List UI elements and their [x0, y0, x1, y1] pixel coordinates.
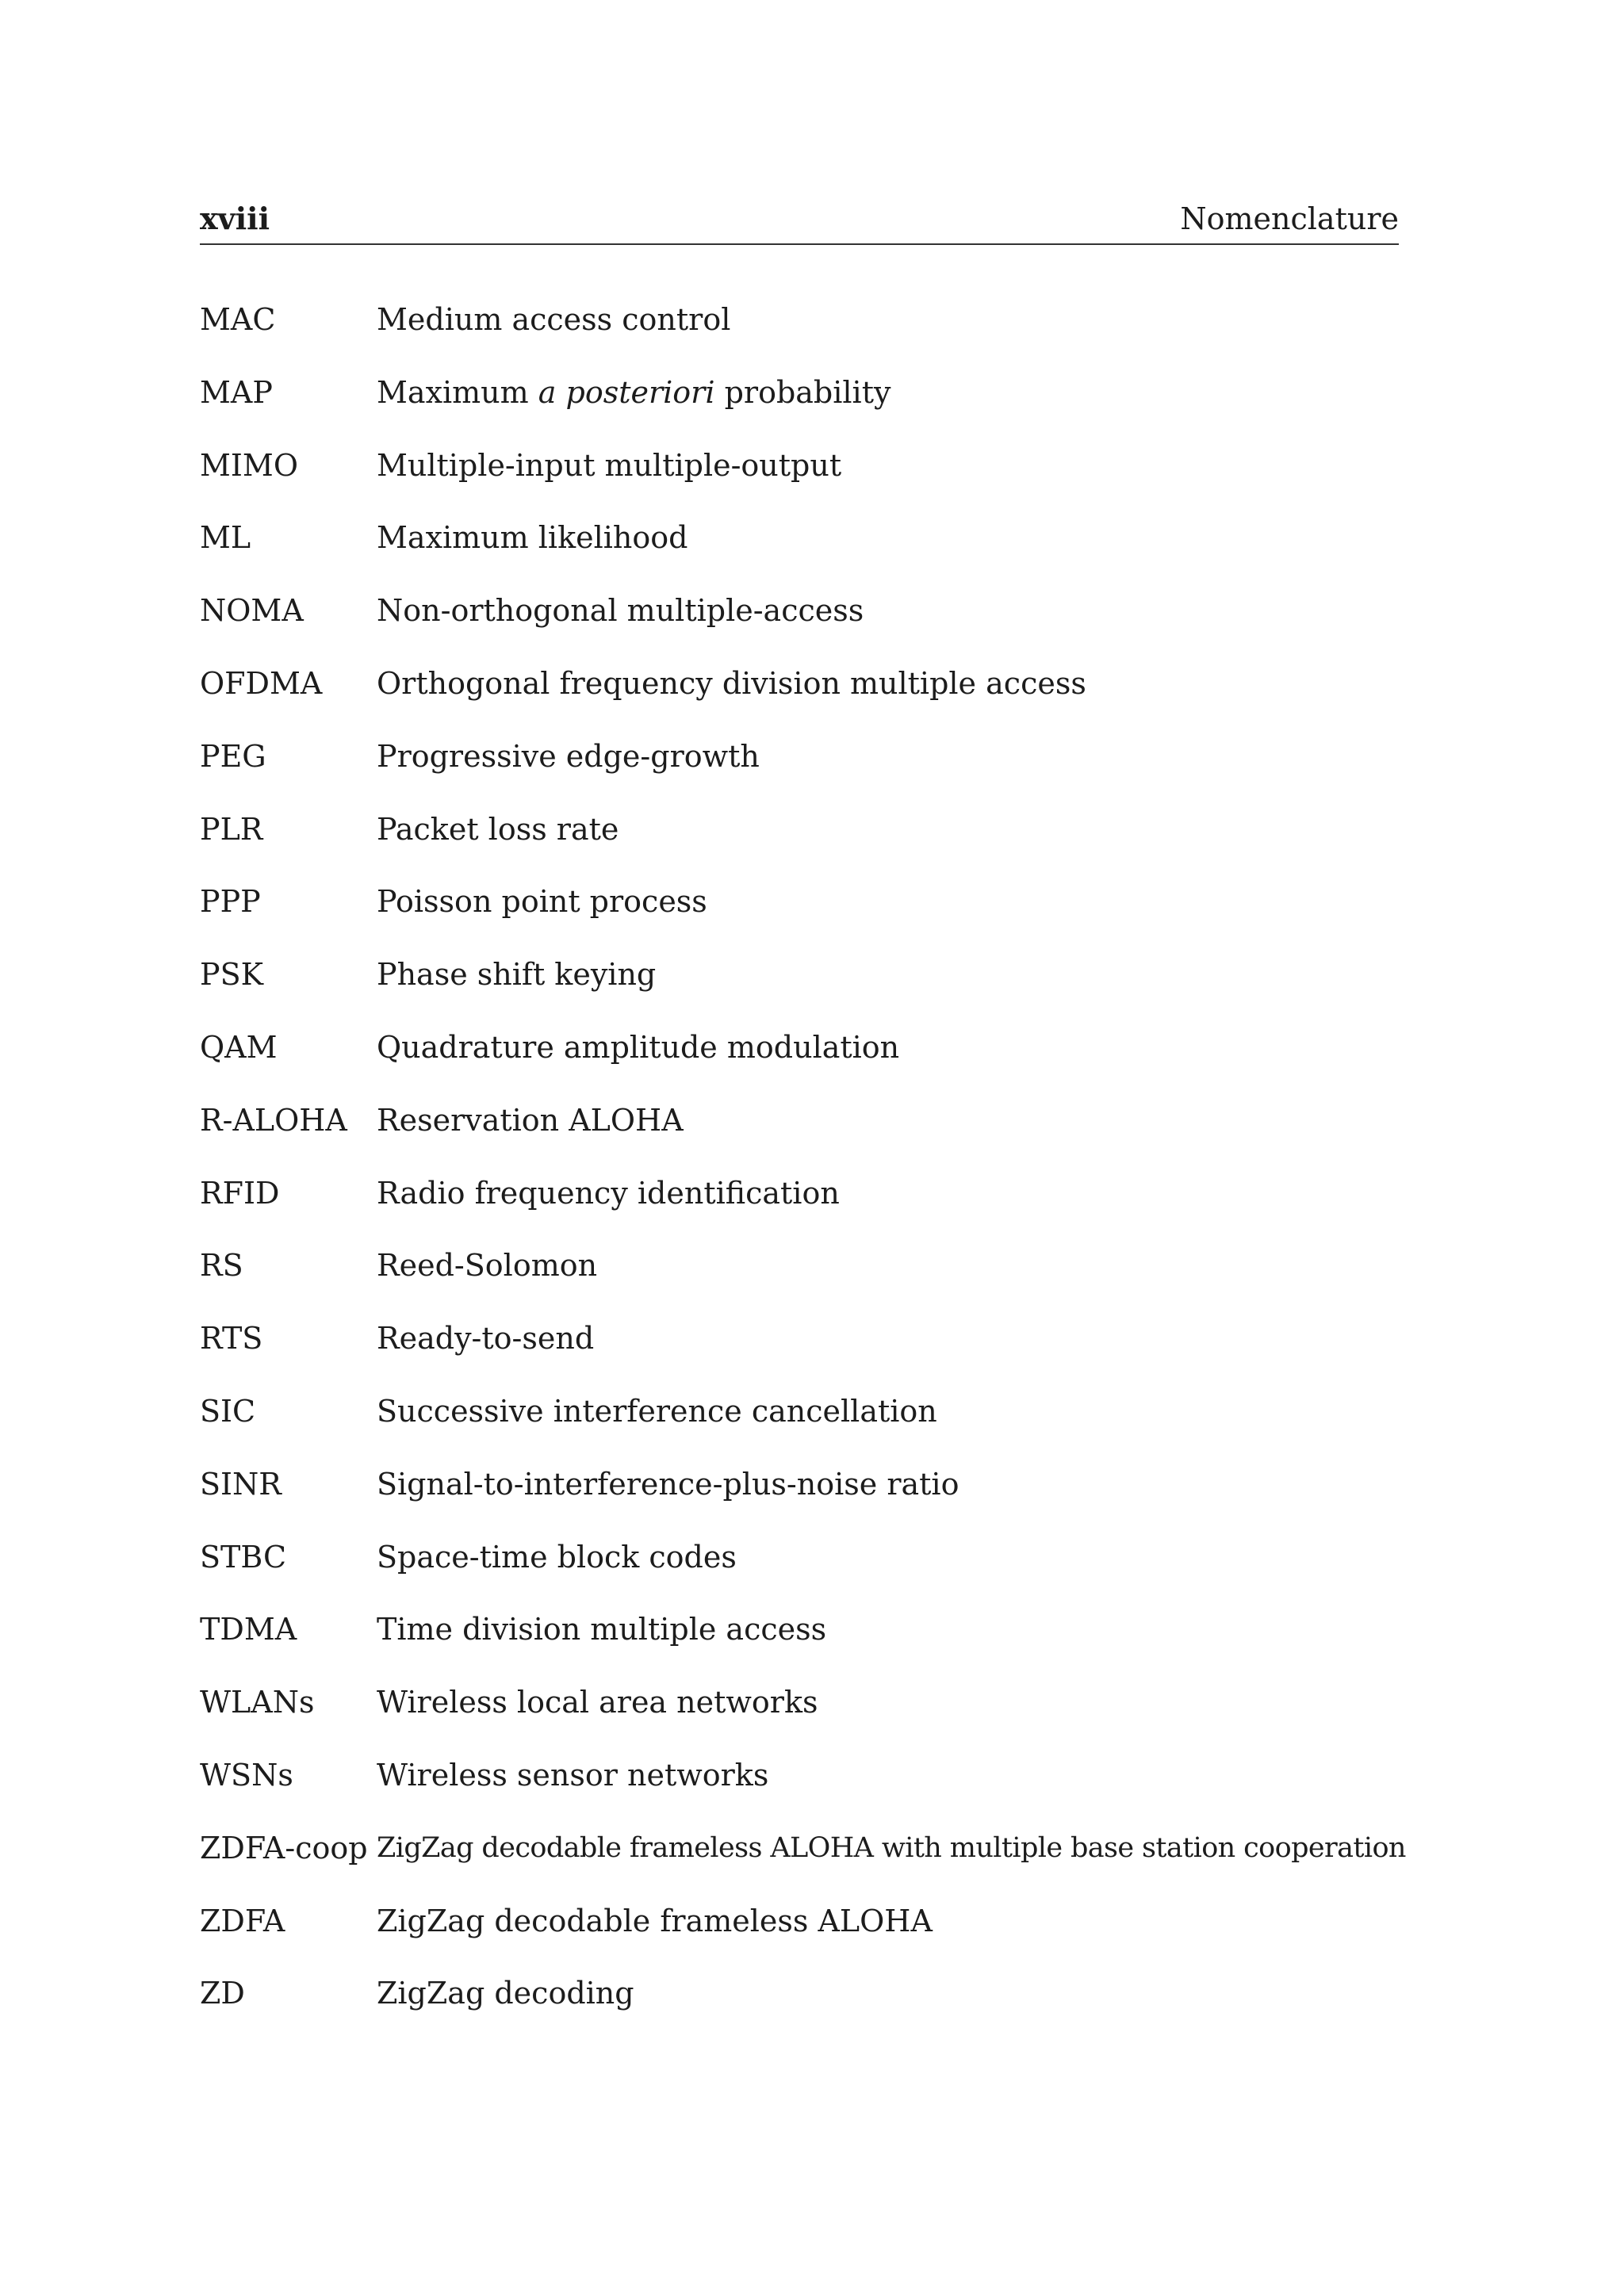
acronym: SIC — [200, 1393, 256, 1429]
definition: Orthogonal frequency division multiple access — [377, 665, 1086, 701]
definition: Phase shift keying — [377, 957, 657, 993]
definition: ZigZag decodable frameless ALOHA with multiple base station cooperation — [377, 1831, 1406, 1864]
definition: Medium access control — [377, 302, 731, 337]
nomenclature-entry — [200, 1241, 1421, 1314]
running-title: Nomenclature — [1180, 201, 1399, 236]
definition: Quadrature amplitude modulation — [377, 1029, 900, 1065]
acronym: SINR — [200, 1466, 282, 1502]
nomenclature-entry — [200, 659, 1421, 732]
acronym: NOMA — [200, 593, 304, 629]
nomenclature-entry — [200, 1751, 1421, 1823]
definition: ZigZag decodable frameless ALOHA — [377, 1903, 933, 1938]
nomenclature-entry — [200, 950, 1421, 1023]
nomenclature-entry — [200, 1533, 1421, 1605]
definition: Wireless sensor networks — [377, 1757, 769, 1793]
definition: Packet loss rate — [377, 811, 619, 847]
nomenclature-entry — [200, 1314, 1421, 1387]
definition: Non-orthogonal multiple-access — [377, 593, 864, 629]
acronym: OFDMA — [200, 665, 323, 701]
definition: Ready-to-send — [377, 1321, 595, 1357]
acronym: PPP — [200, 884, 261, 920]
acronym: PLR — [200, 811, 263, 847]
definition: ZigZag decoding — [377, 1976, 634, 2011]
nomenclature-entry — [200, 586, 1421, 659]
definition: Successive interference cancellation — [377, 1393, 937, 1429]
page-number: xviii — [200, 201, 270, 236]
nomenclature-entry — [200, 1460, 1421, 1533]
acronym: QAM — [200, 1029, 278, 1065]
definition: Time division multiple access — [377, 1612, 827, 1647]
definition: Maximum likelihood — [377, 520, 688, 556]
definition: Radio frequency identification — [377, 1175, 840, 1211]
definition-italic: a posteriori — [538, 374, 715, 410]
acronym: ZDFA — [200, 1903, 285, 1938]
nomenclature-entry — [200, 441, 1421, 514]
acronym: ZDFA-coop — [200, 1830, 368, 1866]
definition: Reservation ALOHA — [377, 1102, 684, 1138]
nomenclature-entry — [200, 1896, 1421, 1969]
page-header — [200, 194, 1399, 245]
nomenclature-entry — [200, 1023, 1421, 1096]
acronym: MAP — [200, 374, 273, 410]
acronym: ZD — [200, 1976, 245, 2011]
acronym: MAC — [200, 302, 276, 337]
definition: Poisson point process — [377, 884, 707, 920]
nomenclature-entry — [200, 732, 1421, 805]
nomenclature-entry — [200, 1387, 1421, 1460]
nomenclature-entry — [200, 1605, 1421, 1678]
nomenclature-entry — [200, 368, 1421, 441]
definition: Progressive edge-growth — [377, 738, 760, 774]
definition-part: probability — [714, 374, 891, 410]
acronym: PEG — [200, 738, 266, 774]
acronym: RS — [200, 1248, 243, 1284]
acronym: MIMO — [200, 447, 298, 483]
definition: Wireless local area networks — [377, 1685, 818, 1720]
nomenclature-entry — [200, 295, 1421, 368]
definition: Reed-Solomon — [377, 1248, 598, 1284]
definition — [377, 368, 891, 417]
acronym: PSK — [200, 957, 263, 993]
acronym: WLANs — [200, 1685, 315, 1720]
nomenclature-list — [200, 295, 1421, 2042]
acronym: TDMA — [200, 1612, 297, 1647]
acronym: STBC — [200, 1539, 287, 1575]
nomenclature-entry — [200, 805, 1421, 878]
nomenclature-entry — [200, 513, 1421, 586]
acronym: R-ALOHA — [200, 1102, 347, 1138]
definition: Signal-to-interference-plus-noise ratio — [377, 1466, 959, 1502]
nomenclature-entry — [200, 1169, 1421, 1242]
nomenclature-entry — [200, 1823, 1421, 1896]
nomenclature-entry — [200, 1969, 1421, 2042]
acronym: ML — [200, 520, 251, 556]
definition: Space-time block codes — [377, 1539, 737, 1575]
definition-part: Maximum — [377, 374, 538, 410]
acronym: RTS — [200, 1321, 263, 1357]
acronym: WSNs — [200, 1757, 293, 1793]
nomenclature-entry — [200, 877, 1421, 950]
definition: Multiple-input multiple-output — [377, 447, 842, 483]
nomenclature-entry — [200, 1096, 1421, 1169]
nomenclature-entry — [200, 1678, 1421, 1751]
acronym: RFID — [200, 1175, 280, 1211]
